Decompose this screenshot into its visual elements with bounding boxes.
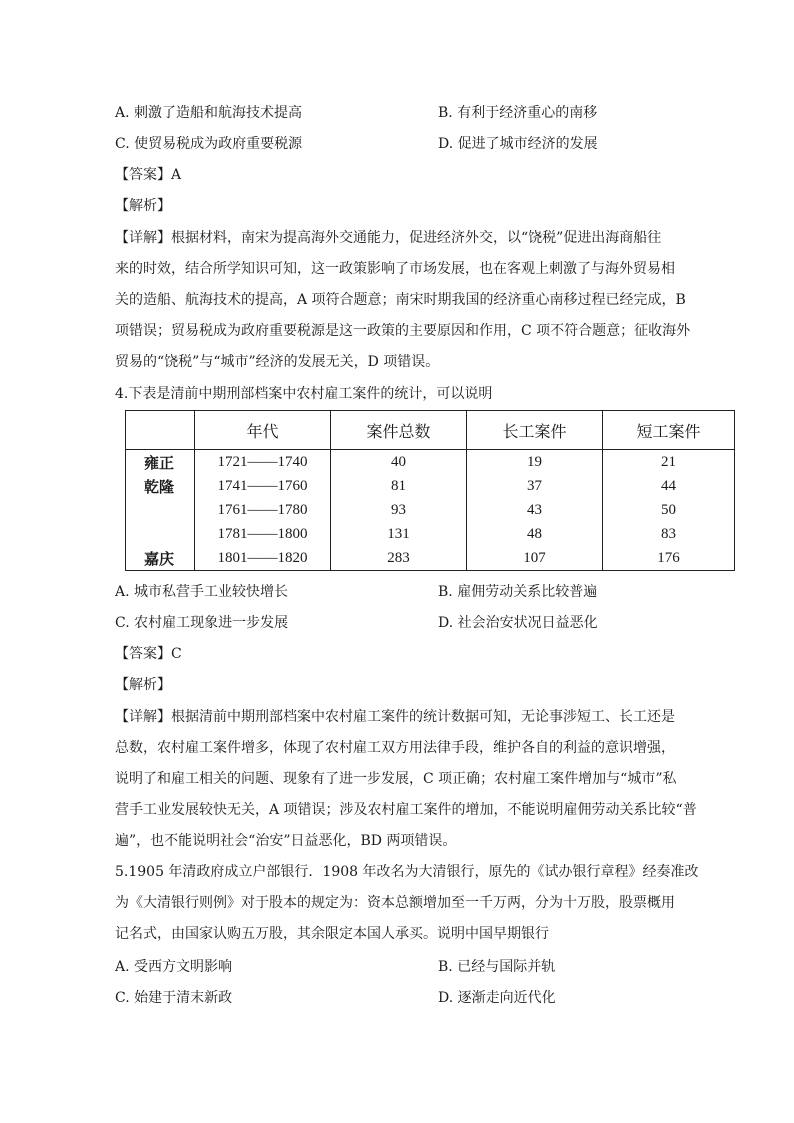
q5-option-c: C. 始建于清末新政 (115, 990, 233, 1006)
q4-stem: 4.下表是清前中期刑部档案中农村雇工案件的统计，可以说明 (115, 386, 493, 402)
q3-option-c: C. 使贸易税成为政府重要税源 (115, 136, 303, 152)
q4-detail-line: 说明了和雇工相关的问题、现象有了进一步发展，C 项正确；农村雇工案件增加与“城市”私 (115, 771, 677, 787)
q3-detail-line: 贸易的“饶税”与“城市”经济的发展无关，D 项错误。 (115, 354, 440, 370)
q3-detail-line: 项错误；贸易税成为政府重要税源是这一政策的主要原因和作用，C 项不符合题意；征收海外 (115, 323, 691, 339)
header-dynasty (126, 411, 195, 450)
cell-years: 1721——1740 (195, 450, 331, 475)
cell-short-term: 50 (603, 498, 735, 522)
cell-dynasty: 雍正 (126, 450, 195, 475)
q5-option-d: D. 逐渐走向近代化 (438, 990, 556, 1006)
cell-long-term: 48 (467, 522, 603, 546)
q4-detail (115, 702, 697, 857)
q3-detail-line: 关的造船、航海技术的提高，A 项符合题意；南宋时期我国的经济重心南移过程已经完成，B (115, 292, 686, 308)
q3-option-a: A. 刺激了造船和航海技术提高 (115, 105, 303, 121)
q5-option-b: B. 已经与国际并轨 (438, 959, 556, 975)
cell-dynasty: 乾隆 (126, 474, 195, 498)
table-row (126, 498, 735, 522)
q5-stem-line: 为《大清银行则例》对于股本的规定为：资本总额增加至一千万两，分为十万股，股票概用 (115, 895, 675, 911)
cell-total: 93 (331, 498, 467, 522)
cell-short-term: 44 (603, 474, 735, 498)
cell-long-term: 37 (467, 474, 603, 498)
cell-short-term: 176 (603, 546, 735, 571)
q5-stem (115, 857, 699, 950)
q4-detail-line: 总数，农村雇工案件增多，体现了农村雇工双方用法律手段，维护各自的利益的意识增强， (115, 740, 675, 756)
cell-total: 81 (331, 474, 467, 498)
q3-detail-line: 【详解】根据材料，南宋为提高海外交通能力，促进经济外交，以“饶税”促进出海商船往 (115, 230, 662, 246)
cell-total: 40 (331, 450, 467, 475)
header-total: 案件总数 (331, 411, 467, 450)
q3-analysis-label: 【解析】 (115, 198, 171, 214)
q4-option-b: B. 雇佣劳动关系比较普遍 (438, 584, 598, 600)
cell-short-term: 83 (603, 522, 735, 546)
cell-short-term: 21 (603, 450, 735, 475)
header-short-term: 短工案件 (603, 411, 735, 450)
q4-detail-line: 营手工业发展较快无关，A 项错误；涉及农村雇工案件的增加，不能说明雇佣劳动关系比较“普 (115, 802, 697, 818)
q5-stem-line: 记名式，由国家认购五万股，其余限定本国人承买。说明中国早期银行 (115, 926, 549, 942)
cell-long-term: 19 (467, 450, 603, 475)
q4-stats-table (125, 410, 735, 571)
q3-answer: 【答案】A (115, 167, 182, 183)
cell-years: 1781——1800 (195, 522, 331, 546)
table-row (126, 546, 735, 571)
q3-option-d: D. 促进了城市经济的发展 (438, 136, 598, 152)
q5-option-a: A. 受西方文明影响 (115, 959, 233, 975)
q3-detail-line: 来的时效，结合所学知识可知，这一政策影响了市场发展，也在客观上刺激了与海外贸易相 (115, 261, 675, 277)
cell-dynasty: 嘉庆 (126, 546, 195, 571)
table-row (126, 522, 735, 546)
cell-years: 1801——1820 (195, 546, 331, 571)
cell-dynasty (126, 522, 195, 546)
cell-years: 1761——1780 (195, 498, 331, 522)
header-era: 年代 (195, 411, 331, 450)
q3-detail (115, 223, 691, 378)
q4-answer: 【答案】C (115, 646, 182, 662)
q4-option-a: A. 城市私营手工业较快增长 (115, 584, 289, 600)
q4-analysis-label: 【解析】 (115, 677, 171, 693)
q3-option-b: B. 有利于经济重心的南移 (438, 105, 598, 121)
cell-total: 131 (331, 522, 467, 546)
q5-stem-line: 5.1905 年清政府成立户部银行．1908 年改名为大清银行，原先的《试办银行章程》经奏准改 (115, 864, 699, 880)
cell-long-term: 43 (467, 498, 603, 522)
q4-option-c: C. 农村雇工现象进一步发展 (115, 615, 289, 631)
cell-long-term: 107 (467, 546, 603, 571)
cell-years: 1741——1760 (195, 474, 331, 498)
q4-option-d: D. 社会治安状况日益恶化 (438, 615, 598, 631)
table-header-row (126, 411, 735, 450)
table-row (126, 474, 735, 498)
q4-detail-line: 遍”，也不能说明社会“治安”日益恶化，BD 两项错误。 (115, 833, 457, 849)
cell-total: 283 (331, 546, 467, 571)
q4-detail-line: 【详解】根据清前中期刑部档案中农村雇工案件的统计数据可知，无论事涉短工、长工还是 (115, 709, 675, 725)
cell-dynasty (126, 498, 195, 522)
table-row (126, 450, 735, 475)
header-long-term: 长工案件 (467, 411, 603, 450)
